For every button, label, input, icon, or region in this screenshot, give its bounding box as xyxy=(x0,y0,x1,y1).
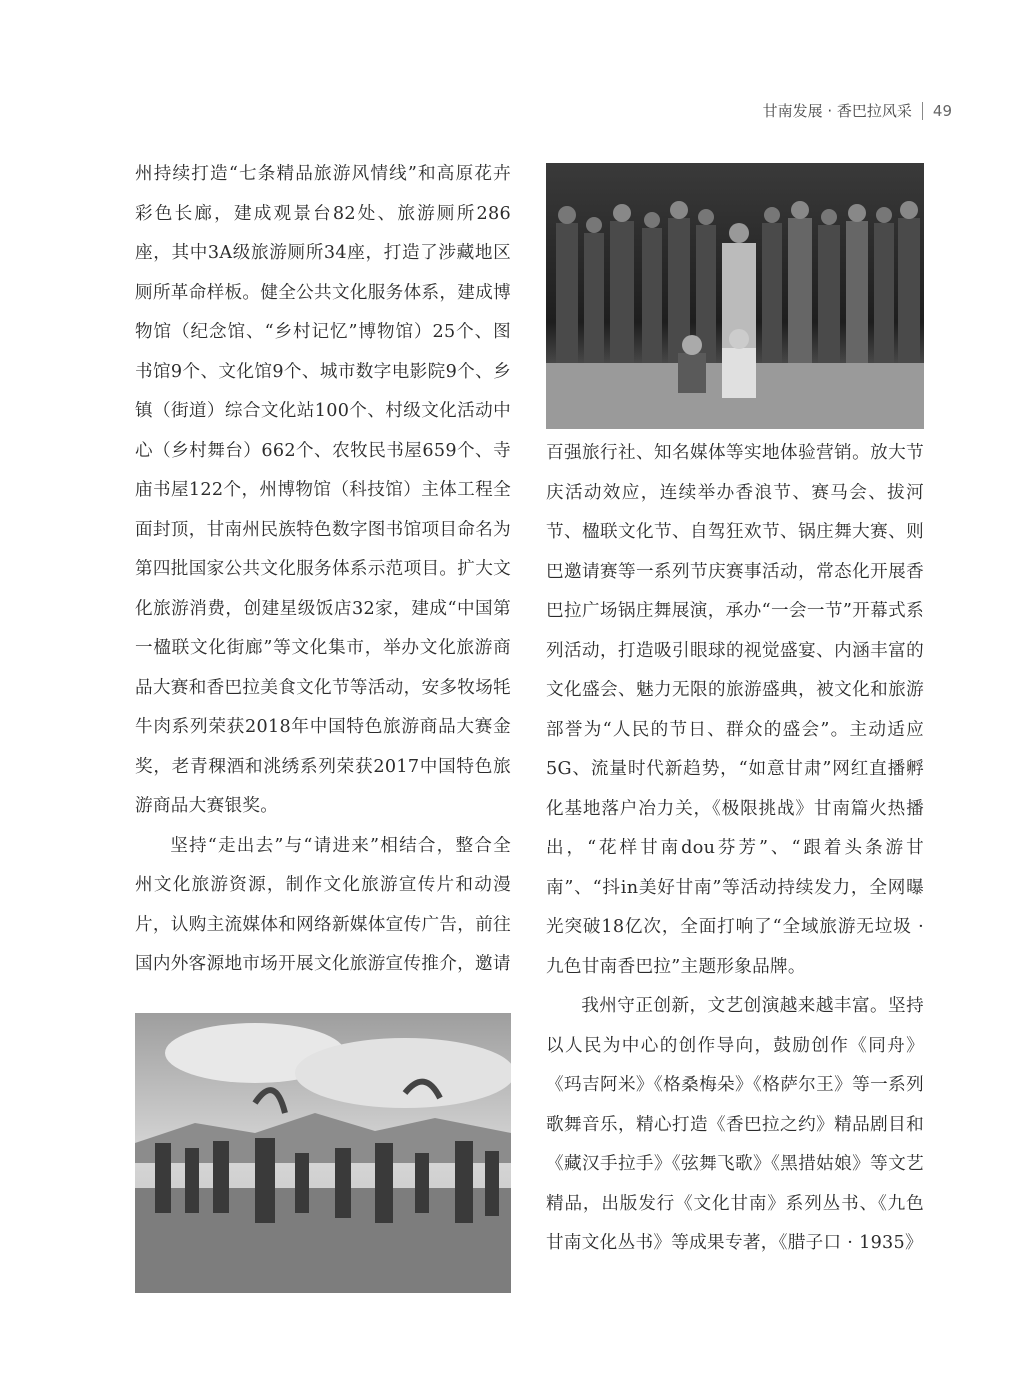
right-paragraph-2: 我州守正创新，文艺创演越来越丰富。坚持以人民为中心的创作导向，鼓励创作《同舟》《玛吉阿米》《格桑梅朵》《格萨尔王》等一系列歌舞音乐，精心打造《香巴拉之约》精品剧目和《藏汉手拉手》《弦舞飞歌》《黑措姑娘》等文艺精品，出版发行《文化甘南》系列丛书、《九色甘南文化丛书》等成果专著，《腊子口 · 1935》 xyxy=(546,996,924,1253)
left-paragraph-1: 州持续打造“七条精品旅游风情线”和高原花卉彩色长廊，建成观景台82处、旅游厕所286座，其中3A级旅游厕所34座，打造了涉藏地区厕所革命样板。健全公共文化服务体系，建成博物馆（纪念馆、“乡村记忆”博物馆）25个、图书馆9个、文化馆9个、城市数字电影院9个、乡镇（街道）综合文化站100个、村级文化活动中心（乡村舞台）662个、农牧民书屋659个、寺庙书屋122个，州博物馆（科技馆）主体工程全面封顶，甘南州民族特色数字图书馆项目命名为第四批国家公共文化服务体系示范项目。扩大文化旅游消费，创建星级饭店32家，建成“中国第一楹联文化街廊”等文化集市，举办文化旅游商品大赛和香巴拉美食文化节等活动，安多牧场牦牛肉系列荣获2018年中国特色旅游商品大赛金奖，老青稞酒和洮绣系列荣获2017中国特色旅游商品大赛银奖。 xyxy=(135,164,511,816)
left-text-column xyxy=(135,155,511,985)
left-paragraph-2: 坚持“走出去”与“请进来”相结合，整合全州文化旅游资源，制作文化旅游宣传片和动漫片，认购主流媒体和网络新媒体宣传广告，前往国内外客源地市场开展文化旅游宣传推介，邀请 xyxy=(135,835,511,974)
stage-performance-photo xyxy=(546,163,924,429)
section-title: 甘南发展 · 香巴拉风采 xyxy=(762,102,912,120)
right-paragraph-1: 百强旅行社、知名媒体等实地体验营销。放大节庆活动效应，连续举办香浪节、赛马会、拔河节、楹联文化节、自驾狂欢节、锅庄舞大赛、则巴邀请赛等一系列节庆赛事活动，常态化开展香巴拉广场锅庄舞展演，承办“一会一节”开幕式系列活动，打造吸引眼球的视觉盛宴、内涵丰富的文化盛会、魅力无限的旅游盛典，被文化和旅游部誉为“人民的节日、群众的盛会”。主动适应5G、流量时代新趋势，“如意甘肃”网红直播孵化基地落户冶力关，《极限挑战》甘南篇火热播出，“花样甘南dou芬芳”、“跟着头条游甘南”、“抖in美好甘南”等活动持续发力，全网曝光突破18亿次，全面打响了“全域旅游无垃圾 · 九色甘南香巴拉”主题形象品牌。 xyxy=(546,443,924,977)
header-divider xyxy=(922,102,923,120)
page-number: 49 xyxy=(932,101,952,120)
right-text-column xyxy=(546,434,924,1264)
running-header xyxy=(763,100,952,121)
field-dance-photo xyxy=(135,1013,511,1293)
